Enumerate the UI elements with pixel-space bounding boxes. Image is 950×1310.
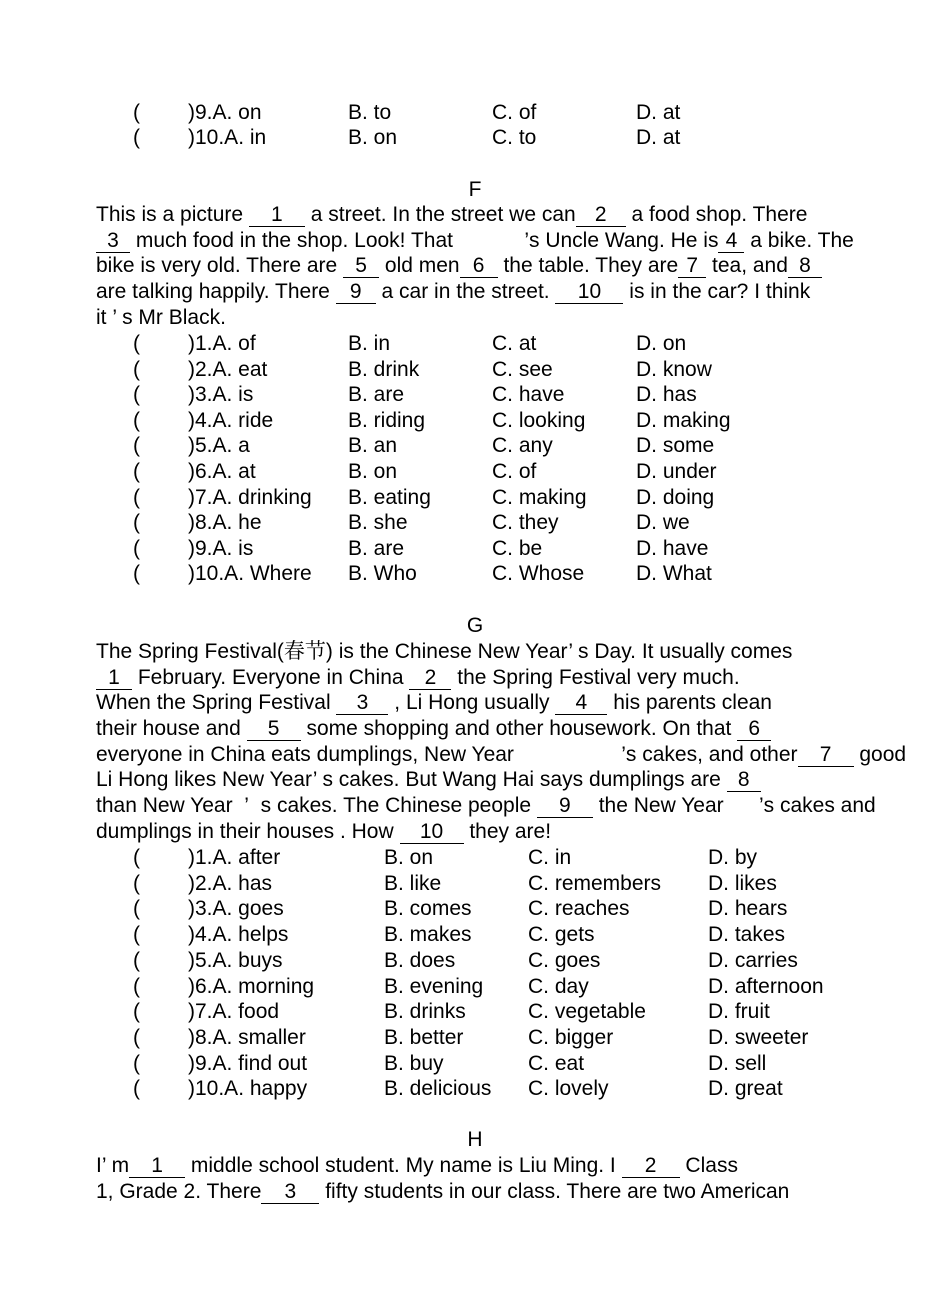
answer-paren[interactable]: ( xyxy=(133,434,140,458)
passage-line: are talking happily. There 9 a car in the street. 10 is in the car? I think xyxy=(96,280,811,304)
blank: 10 xyxy=(400,821,464,844)
option-b: B. evening xyxy=(384,974,484,998)
option-c: C. vegetable xyxy=(528,1000,646,1024)
option-row xyxy=(0,459,950,485)
option-d: D. carries xyxy=(708,948,798,972)
blank: 3 xyxy=(96,230,130,253)
blank: 3 xyxy=(336,692,388,715)
answer-paren[interactable]: ( xyxy=(133,1051,140,1075)
option-b: B. makes xyxy=(384,923,472,947)
option-c: C. making xyxy=(492,485,587,509)
blank: 5 xyxy=(247,718,301,741)
option-b: B. are xyxy=(348,383,405,407)
option-d: D. takes xyxy=(708,923,786,947)
answer-paren[interactable]: ( xyxy=(133,871,140,895)
option-c: C. at xyxy=(492,332,537,355)
option-b: B. riding xyxy=(348,408,426,432)
option-c: C. of xyxy=(492,460,537,483)
passage-line: 1, Grade 2. There 3 fifty students in our class. There are two American xyxy=(96,1179,790,1203)
answer-paren[interactable]: ( xyxy=(133,101,140,124)
passage-line: it ’ s Mr Black. xyxy=(96,305,226,329)
option-d: D. hears xyxy=(708,897,788,921)
option-a: )5.A. buys xyxy=(188,948,283,972)
option-d: D. fruit xyxy=(708,1000,770,1024)
option-row xyxy=(0,561,950,587)
passage-line: their house and 5 some shopping and other housework. On that 6 xyxy=(96,716,912,742)
option-row xyxy=(0,999,950,1025)
passage-line: Li Hong likes New Year’ s cakes. But Wang Hai says dumplings are 8 xyxy=(96,767,912,793)
option-row xyxy=(0,922,950,948)
passage-f xyxy=(96,202,916,330)
blank: 6 xyxy=(737,718,771,741)
answer-paren[interactable]: ( xyxy=(133,974,140,998)
blank: 8 xyxy=(727,769,761,792)
option-d: D. know xyxy=(636,357,712,381)
option-c: C. reaches xyxy=(528,897,630,921)
answer-paren[interactable]: ( xyxy=(133,357,140,381)
option-row xyxy=(0,125,950,151)
blank: 4 xyxy=(555,692,607,715)
blank: 9 xyxy=(336,281,376,304)
option-b: B. on xyxy=(348,126,398,149)
option-row xyxy=(0,331,950,357)
option-b: B. she xyxy=(348,511,408,535)
option-a: )7.A. drinking xyxy=(188,485,312,509)
answer-paren[interactable]: ( xyxy=(133,1077,140,1101)
option-b: B. in xyxy=(348,332,391,355)
option-c: C. in xyxy=(528,846,572,869)
option-b: B. better xyxy=(384,1025,464,1049)
option-d: D. under xyxy=(636,460,717,483)
option-d: D. making xyxy=(636,408,731,432)
option-a: )3.A. is xyxy=(188,383,254,407)
option-b: B. buy xyxy=(384,1051,444,1075)
passage-line: This is a picture 1 a street. In the street we can 2 a food shop. There xyxy=(96,203,808,226)
blank: 7 xyxy=(678,255,706,278)
option-a: )10.A. happy xyxy=(188,1077,308,1101)
option-d: D. we xyxy=(636,511,690,535)
option-c: C. have xyxy=(492,383,565,407)
option-b: B. drinks xyxy=(384,1000,466,1024)
option-d: D. at xyxy=(636,101,681,124)
option-b: B. to xyxy=(348,101,392,124)
option-d: D. at xyxy=(636,126,681,149)
option-d: D. by xyxy=(708,846,758,869)
passage-line: 3 much food in the shop. Look! That ’s Uncle Wang. He is 4 a bike. The xyxy=(96,228,916,254)
option-b: B. on xyxy=(384,846,434,869)
option-row xyxy=(0,357,950,383)
answer-paren[interactable]: ( xyxy=(133,846,140,869)
answer-paren[interactable]: ( xyxy=(133,562,140,586)
option-b: B. an xyxy=(348,434,398,458)
option-d: D. some xyxy=(636,434,715,458)
option-row xyxy=(0,896,950,922)
option-row xyxy=(0,845,950,871)
option-a: )2.A. eat xyxy=(188,357,268,381)
option-a: )1.A. after xyxy=(188,846,281,869)
option-d: D. sell xyxy=(708,1051,767,1075)
answer-paren[interactable]: ( xyxy=(133,536,140,560)
option-a: )6.A. morning xyxy=(188,974,315,998)
blank: 8 xyxy=(788,255,822,278)
passage-line: I’ m 1 middle school student. My name is Liu Ming. I 2 Class xyxy=(96,1154,738,1177)
option-c: C. to xyxy=(492,126,537,149)
option-a: )4.A. helps xyxy=(188,923,289,947)
answer-paren[interactable]: ( xyxy=(133,1000,140,1024)
passage-line: The Spring Festival(春节) is the Chinese New Year’ s Day. It usually comes xyxy=(96,640,793,663)
option-b: B. comes xyxy=(384,897,472,921)
option-a: )2.A. has xyxy=(188,871,273,895)
option-a: )7.A. food xyxy=(188,1000,280,1024)
option-row xyxy=(0,536,950,562)
answer-paren[interactable]: ( xyxy=(133,948,140,972)
section-title-g: G xyxy=(466,614,484,637)
section-title-h: H xyxy=(467,1128,483,1151)
option-d: D. doing xyxy=(636,485,715,509)
blank: 2 xyxy=(622,1155,680,1178)
blank: 7 xyxy=(798,744,854,767)
option-a: )4.A. ride xyxy=(188,408,274,432)
option-b: B. delicious xyxy=(384,1077,492,1101)
option-a: )10.A. in xyxy=(188,126,267,149)
blank: 2 xyxy=(409,667,451,690)
option-row xyxy=(0,871,950,897)
option-c: C. gets xyxy=(528,923,595,947)
option-row xyxy=(0,1051,950,1077)
passage-line: 1 February. Everyone in China 2 the Spring Festival very much. xyxy=(96,665,912,691)
option-d: D. What xyxy=(636,562,712,586)
option-a: )10.A. Where xyxy=(188,562,312,586)
option-row xyxy=(0,1076,950,1102)
option-b: B. does xyxy=(384,948,456,972)
option-a: )1.A. of xyxy=(188,332,256,355)
option-c: C. Whose xyxy=(492,562,585,586)
option-d: D. likes xyxy=(708,871,777,895)
option-row xyxy=(0,382,950,408)
option-c: C. day xyxy=(528,974,589,998)
option-row xyxy=(0,1025,950,1051)
option-a: )6.A. at xyxy=(188,460,256,483)
option-c: C. bigger xyxy=(528,1025,614,1049)
passage-h xyxy=(96,1153,916,1204)
option-d: D. afternoon xyxy=(708,974,824,998)
answer-paren[interactable]: ( xyxy=(133,923,140,947)
passage-g xyxy=(96,639,912,845)
blank: 10 xyxy=(555,281,623,304)
option-row xyxy=(0,485,950,511)
option-a: )8.A. smaller xyxy=(188,1025,306,1049)
option-a: )3.A. goes xyxy=(188,897,284,921)
option-row xyxy=(0,510,950,536)
blank: 1 xyxy=(96,667,132,690)
option-b: B. like xyxy=(384,871,442,895)
option-b: B. Who xyxy=(348,562,417,586)
passage-line: When the Spring Festival 3 , Li Hong usually 4 his parents clean xyxy=(96,691,772,715)
answer-paren[interactable]: ( xyxy=(133,485,140,509)
option-b: B. eating xyxy=(348,485,431,509)
option-d: D. sweeter xyxy=(708,1025,809,1049)
option-a: )5.A. a xyxy=(188,434,250,458)
answer-paren[interactable]: ( xyxy=(133,1025,140,1049)
option-c: C. goes xyxy=(528,948,601,972)
blank: 4 xyxy=(718,230,744,253)
option-row xyxy=(0,974,950,1000)
passage-line: than New Year ’ s cakes. The Chinese people 9 the New Year ’s cakes and xyxy=(96,794,876,818)
option-c: C. lovely xyxy=(528,1077,609,1101)
blank: 3 xyxy=(261,1181,319,1204)
option-b: B. on xyxy=(348,460,398,483)
option-c: C. of xyxy=(492,101,537,124)
option-c: C. see xyxy=(492,357,553,381)
blank: 6 xyxy=(460,255,498,278)
blank: 1 xyxy=(249,204,305,227)
section-title-f: F xyxy=(468,178,482,201)
passage-line: everyone in China eats dumplings, New Year ’s cakes, and other 7 good xyxy=(96,742,907,766)
blank: 1 xyxy=(129,1155,185,1178)
passage-line: dumplings in their houses . How 10 they are! xyxy=(96,819,552,843)
option-row xyxy=(0,433,950,459)
option-row xyxy=(0,948,950,974)
option-d: D. have xyxy=(636,536,709,560)
option-c: C. remembers xyxy=(528,871,662,895)
answer-paren[interactable]: ( xyxy=(133,460,140,483)
option-c: C. any xyxy=(492,434,553,458)
blank: 5 xyxy=(343,255,379,278)
answer-paren[interactable]: ( xyxy=(133,897,140,921)
option-a: )9.A. on xyxy=(188,101,262,124)
answer-paren[interactable]: ( xyxy=(133,332,140,355)
blank: 9 xyxy=(537,795,593,818)
option-c: C. be xyxy=(492,536,543,560)
option-row xyxy=(0,408,950,434)
answer-paren[interactable]: ( xyxy=(133,383,140,407)
answer-paren[interactable]: ( xyxy=(133,126,140,149)
option-b: B. drink xyxy=(348,357,420,381)
option-a: )9.A. find out xyxy=(188,1051,308,1075)
option-d: D. on xyxy=(636,332,687,355)
option-a: )8.A. he xyxy=(188,511,262,535)
option-c: C. they xyxy=(492,511,559,535)
option-a: )9.A. is xyxy=(188,536,254,560)
option-d: D. has xyxy=(636,383,697,407)
blank: 2 xyxy=(576,204,626,227)
option-c: C. looking xyxy=(492,408,586,432)
option-c: C. eat xyxy=(528,1051,585,1075)
answer-paren[interactable]: ( xyxy=(133,511,140,535)
answer-paren[interactable]: ( xyxy=(133,408,140,432)
passage-line: bike is very old. There are 5 old men 6 the table. They are 7 tea, and 8 xyxy=(96,253,916,279)
option-d: D. great xyxy=(708,1077,783,1101)
option-row xyxy=(0,100,950,126)
option-b: B. are xyxy=(348,536,405,560)
